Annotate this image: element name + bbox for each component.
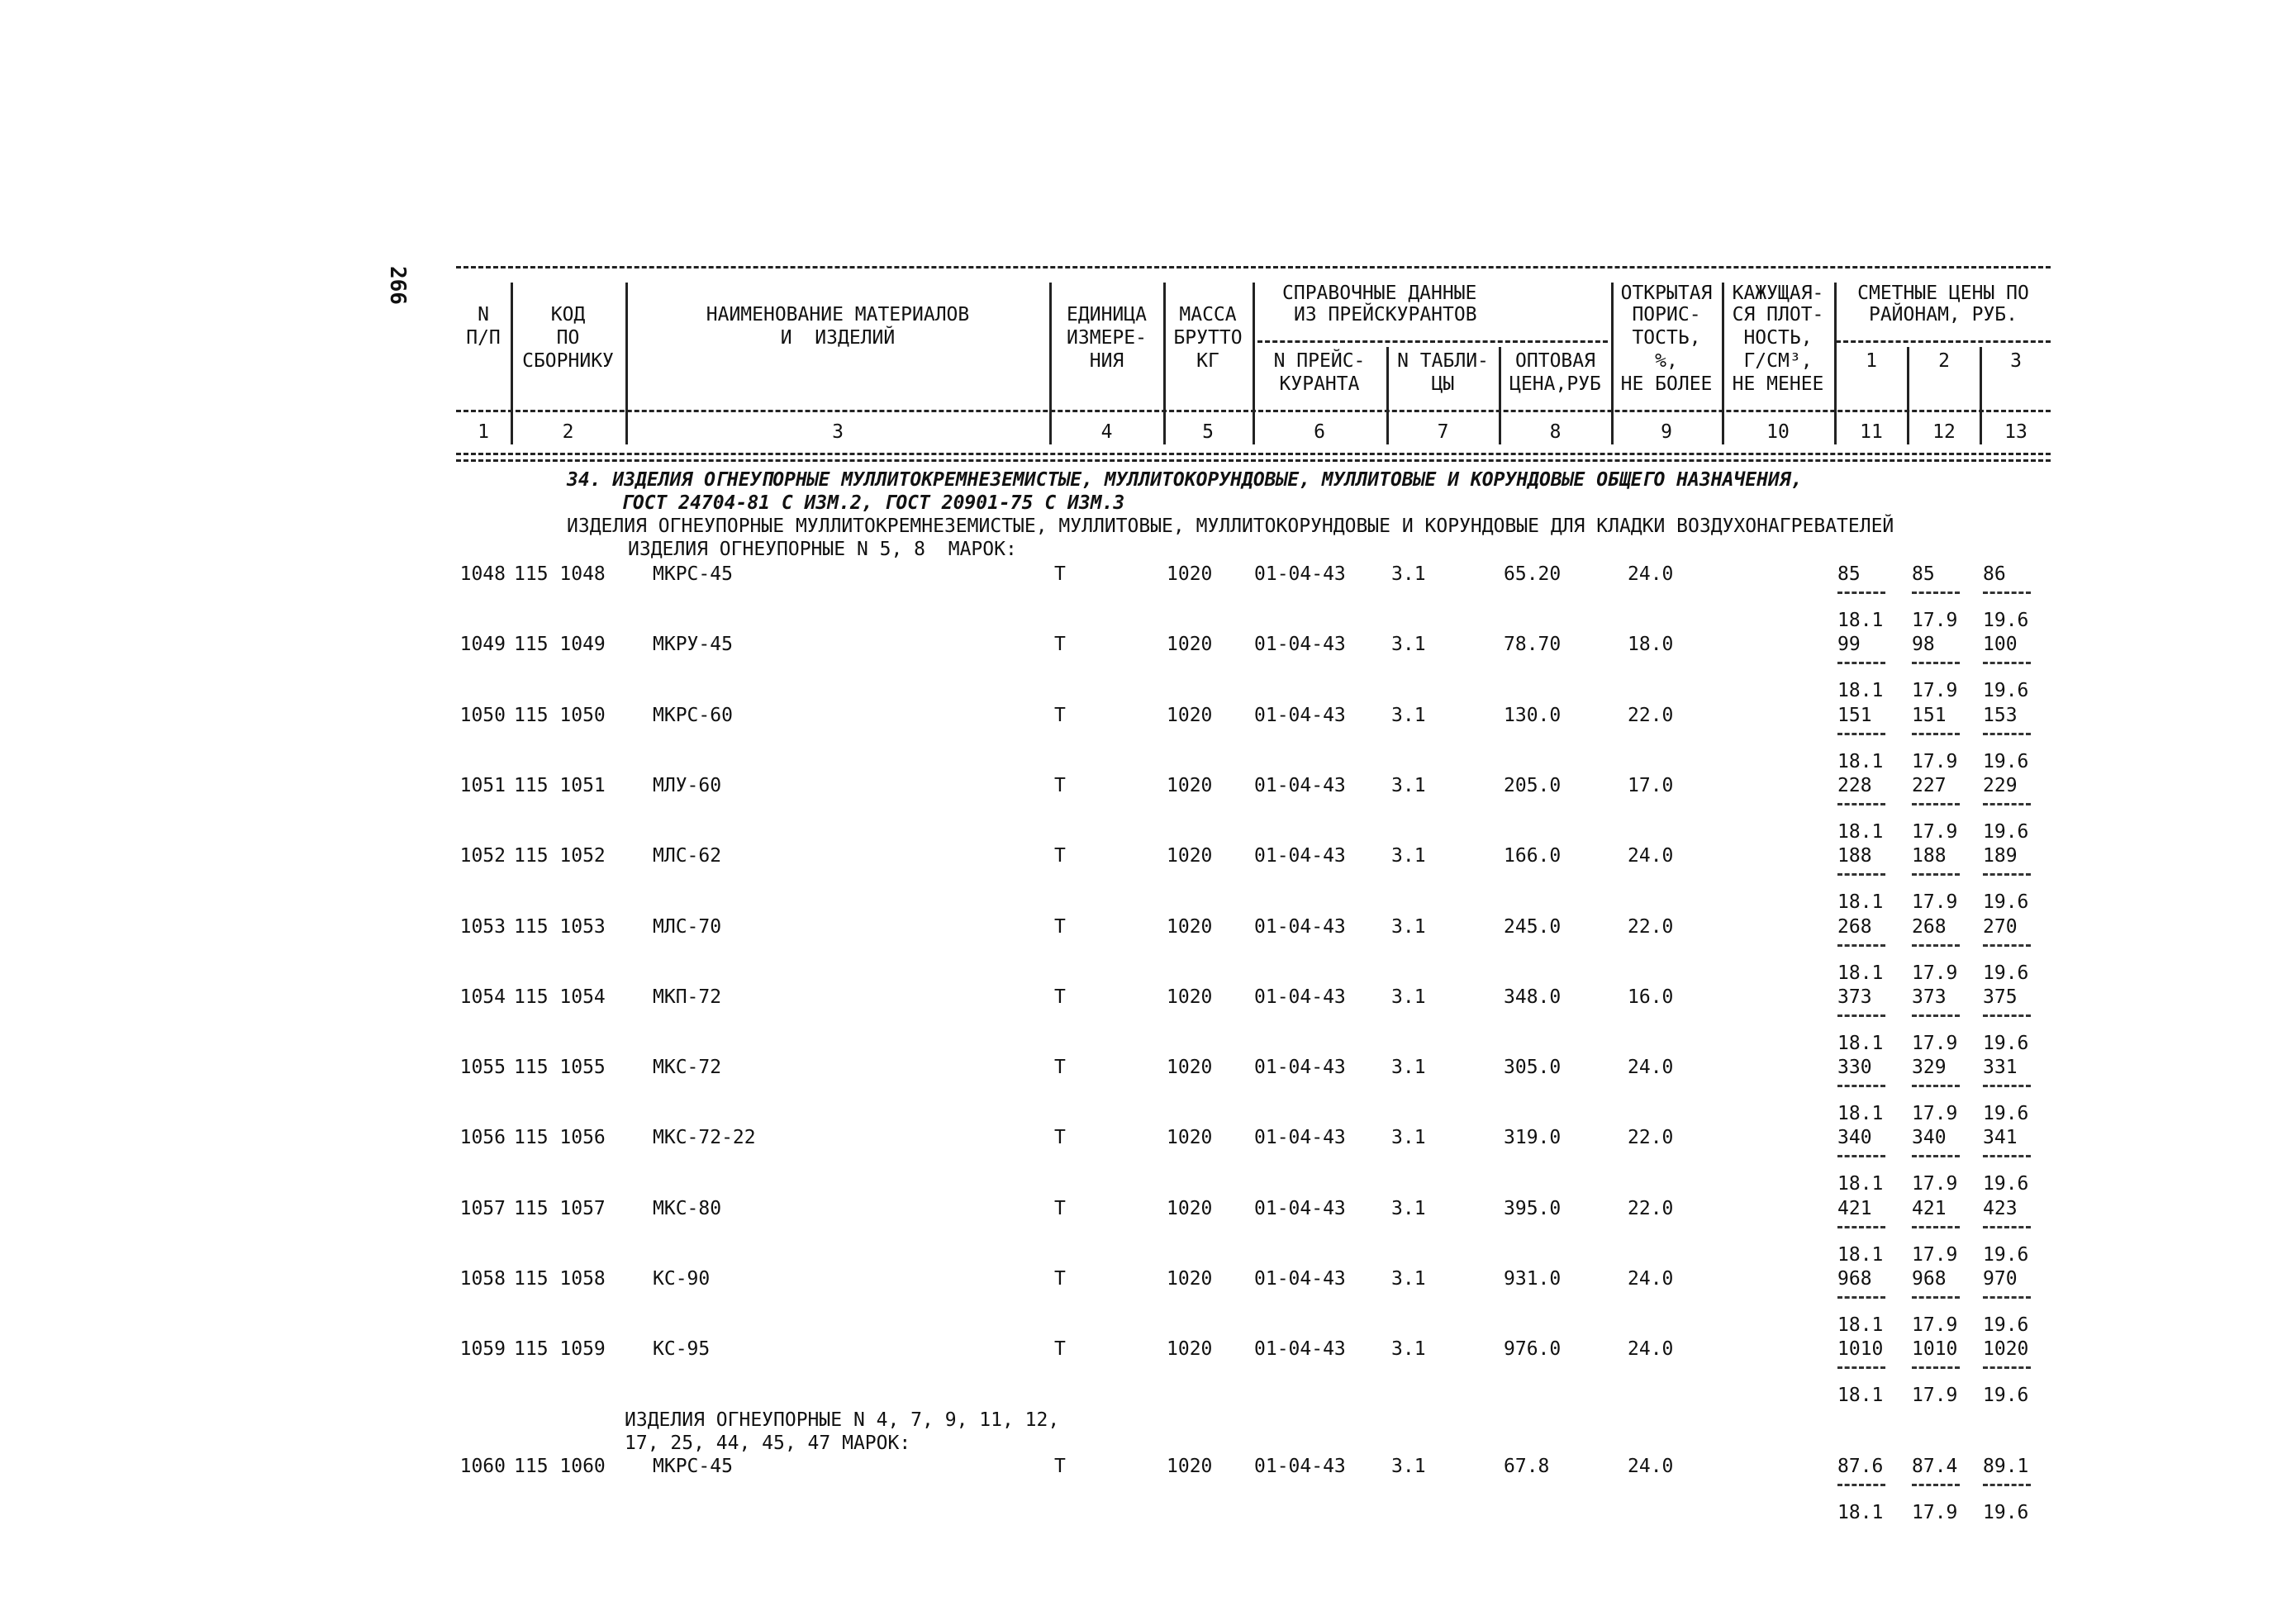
cell-price-c3: 331 bbox=[1983, 1057, 2018, 1078]
cell-coef-d3: 19.6 bbox=[1983, 1385, 2029, 1406]
cell-name: МКС-72-22 bbox=[653, 1127, 756, 1148]
cell-code: 115 1051 bbox=[514, 775, 606, 796]
cell-coef-d1: 18.1 bbox=[1837, 891, 1884, 913]
cell-coef-d2: 17.9 bbox=[1912, 610, 1958, 631]
cell-price-c2: 421 bbox=[1912, 1198, 1947, 1219]
cell-coef-d3: 19.6 bbox=[1983, 610, 2029, 631]
cell-tab: 3.1 bbox=[1391, 1268, 1426, 1290]
cell-price-c1: 228 bbox=[1837, 775, 1872, 796]
cell-price-c2: 188 bbox=[1912, 845, 1947, 867]
cell-coef-d2: 17.9 bbox=[1912, 680, 1958, 701]
col3-header: НАИМЕНОВАНИЕ МАТЕРИАЛОВ bbox=[706, 304, 970, 325]
cell-pr: 01-04-43 bbox=[1254, 705, 1346, 726]
cell-price-c1: 188 bbox=[1837, 845, 1872, 867]
cell-coef-d3: 19.6 bbox=[1983, 1173, 2029, 1195]
fraction-line bbox=[1983, 662, 2031, 664]
cell-coef-d2: 17.9 bbox=[1912, 1385, 1958, 1406]
cell-price: 976.0 bbox=[1504, 1338, 1562, 1360]
cell-coef-d3: 19.6 bbox=[1983, 1244, 2029, 1266]
cell-coef-d3: 19.6 bbox=[1983, 891, 2029, 913]
cell-code: 115 1052 bbox=[514, 845, 606, 867]
col4-header-2: ИЗМЕРЕ- bbox=[1067, 327, 1147, 349]
col10-header-2: СЯ ПЛОТ- bbox=[1732, 304, 1824, 325]
fraction-line bbox=[1983, 592, 2031, 594]
col2-header-2: ПО bbox=[556, 327, 580, 349]
cell-coef-d1: 18.1 bbox=[1837, 1173, 1884, 1195]
cell-por: 24.0 bbox=[1628, 1456, 1674, 1477]
cell-price-c1: 330 bbox=[1837, 1057, 1872, 1078]
cell-coef-d2: 17.9 bbox=[1912, 891, 1958, 913]
fraction-line bbox=[1912, 1155, 1960, 1157]
cell-code: 115 1049 bbox=[514, 634, 606, 655]
cell-coef-d1: 18.1 bbox=[1837, 962, 1884, 984]
cell-coef-d2: 17.9 bbox=[1912, 1173, 1958, 1195]
cell-n: 1055 bbox=[459, 1057, 506, 1078]
fraction-line bbox=[1912, 733, 1960, 735]
cell-price-c1: 968 bbox=[1837, 1268, 1872, 1290]
cell-n: 1057 bbox=[459, 1198, 506, 1219]
cell-price-c2: 87.4 bbox=[1912, 1456, 1958, 1477]
cell-coef-d1: 18.1 bbox=[1837, 1385, 1884, 1406]
col-num: 11 bbox=[1860, 421, 1883, 443]
price-region-2-header: 2 bbox=[1938, 350, 1950, 372]
cell-tab: 3.1 bbox=[1391, 916, 1426, 938]
cell-coef-d2: 17.9 bbox=[1912, 962, 1958, 984]
cell-pr: 01-04-43 bbox=[1254, 1268, 1346, 1290]
cell-price-c1: 373 bbox=[1837, 986, 1872, 1008]
fraction-line bbox=[1912, 592, 1960, 594]
cell-code: 115 1057 bbox=[514, 1198, 606, 1219]
cell-price-c2: 227 bbox=[1912, 775, 1947, 796]
cell-code: 115 1050 bbox=[514, 705, 606, 726]
cell-pr: 01-04-43 bbox=[1254, 563, 1346, 585]
fraction-line bbox=[1983, 1484, 2031, 1486]
cell-price-c1: 421 bbox=[1837, 1198, 1872, 1219]
fraction-line bbox=[1912, 944, 1960, 947]
cell-por: 22.0 bbox=[1628, 1198, 1674, 1219]
fraction-line bbox=[1912, 803, 1960, 805]
cell-price: 65.20 bbox=[1504, 563, 1562, 585]
cell-price: 319.0 bbox=[1504, 1127, 1562, 1148]
fraction-line bbox=[1912, 1296, 1960, 1299]
cell-coef-d2: 17.9 bbox=[1912, 1103, 1958, 1124]
cell-name: КС-95 bbox=[653, 1338, 711, 1360]
cell-n: 1060 bbox=[459, 1456, 506, 1477]
fraction-line bbox=[1837, 873, 1885, 876]
cell-price: 67.8 bbox=[1504, 1456, 1550, 1477]
cell-coef-d3: 19.6 bbox=[1983, 751, 2029, 772]
cell-price-c1: 1010 bbox=[1837, 1338, 1884, 1360]
cell-coef-d2: 17.9 bbox=[1912, 821, 1958, 843]
fraction-line bbox=[1983, 1085, 2031, 1087]
cell-name: МКРС-45 bbox=[653, 1456, 733, 1477]
cell-pr: 01-04-43 bbox=[1254, 775, 1346, 796]
cell-price: 130.0 bbox=[1504, 705, 1562, 726]
cell-pr: 01-04-43 bbox=[1254, 916, 1346, 938]
cell-coef-d3: 19.6 bbox=[1983, 1502, 2029, 1523]
col-num: 1 bbox=[478, 421, 489, 443]
cell-code: 115 1054 bbox=[514, 986, 606, 1008]
cell-tab: 3.1 bbox=[1391, 563, 1426, 585]
fraction-line bbox=[1983, 944, 2031, 947]
fraction-line bbox=[1912, 1014, 1960, 1017]
cell-price-c1: 268 bbox=[1837, 916, 1872, 938]
fraction-line bbox=[1912, 1366, 1960, 1369]
col-num: 13 bbox=[2004, 421, 2027, 443]
cell-unit: Т bbox=[1054, 1198, 1066, 1219]
fraction-line bbox=[1837, 1226, 1885, 1228]
cell-price-c3: 375 bbox=[1983, 986, 2018, 1008]
col7-header-2: ЦЫ bbox=[1431, 373, 1455, 395]
cell-coef-d1: 18.1 bbox=[1837, 1244, 1884, 1266]
cell-price-c1: 151 bbox=[1837, 705, 1872, 726]
cell-coef-d2: 17.9 bbox=[1912, 1502, 1958, 1523]
col5-header-3: КГ bbox=[1196, 350, 1219, 372]
col1-header-2: П/П bbox=[466, 327, 501, 349]
cell-unit: Т bbox=[1054, 705, 1066, 726]
cell-coef-d1: 18.1 bbox=[1837, 610, 1884, 631]
cell-mass: 1020 bbox=[1167, 1268, 1213, 1290]
col-num: 5 bbox=[1202, 421, 1214, 443]
cell-price-c1: 85 bbox=[1837, 563, 1861, 585]
cell-por: 17.0 bbox=[1628, 775, 1674, 796]
cell-code: 115 1053 bbox=[514, 916, 606, 938]
cell-por: 24.0 bbox=[1628, 563, 1674, 585]
fraction-line bbox=[1983, 1226, 2031, 1228]
cell-mass: 1020 bbox=[1167, 775, 1213, 796]
cell-pr: 01-04-43 bbox=[1254, 1456, 1346, 1477]
fraction-line bbox=[1912, 1226, 1960, 1228]
cell-coef-d3: 19.6 bbox=[1983, 1033, 2029, 1054]
cell-coef-d1: 18.1 bbox=[1837, 1103, 1884, 1124]
cell-n: 1049 bbox=[459, 634, 506, 655]
col9-header-5: НЕ БОЛЕЕ bbox=[1620, 373, 1713, 395]
price-region-3-header: 3 bbox=[2010, 350, 2022, 372]
cell-code: 115 1058 bbox=[514, 1268, 606, 1290]
cell-name: МЛУ-60 bbox=[653, 775, 722, 796]
fraction-line bbox=[1983, 733, 2031, 735]
cell-coef-d2: 17.9 bbox=[1912, 1033, 1958, 1054]
cell-unit: Т bbox=[1054, 845, 1066, 867]
cell-por: 18.0 bbox=[1628, 634, 1674, 655]
prices-header: СМЕТНЫЕ ЦЕНЫ ПО bbox=[1857, 283, 2029, 304]
cell-price: 205.0 bbox=[1504, 775, 1562, 796]
cell-price-c2: 968 bbox=[1912, 1268, 1947, 1290]
col4-header: ЕДИНИЦА bbox=[1067, 304, 1147, 325]
col10-header-3: НОСТЬ, bbox=[1743, 327, 1813, 349]
cell-price: 395.0 bbox=[1504, 1198, 1562, 1219]
fraction-line bbox=[1983, 1296, 2031, 1299]
cell-price-c3: 1020 bbox=[1983, 1338, 2029, 1360]
fraction-line bbox=[1983, 1014, 2031, 1017]
col1-header: N bbox=[478, 304, 489, 325]
cell-tab: 3.1 bbox=[1391, 1057, 1426, 1078]
col3-header-2: И ИЗДЕЛИЙ bbox=[780, 327, 896, 349]
cell-coef-d3: 19.6 bbox=[1983, 1314, 2029, 1336]
col8-header-2: ЦЕНА,РУБ bbox=[1509, 373, 1601, 395]
cell-coef-d1: 18.1 bbox=[1837, 821, 1884, 843]
cell-code: 115 1059 bbox=[514, 1338, 606, 1360]
cell-pr: 01-04-43 bbox=[1254, 1057, 1346, 1078]
col5-header: МАССА bbox=[1179, 304, 1237, 325]
fraction-line bbox=[1837, 944, 1885, 947]
col9-header-4: %, bbox=[1655, 350, 1678, 372]
fraction-line bbox=[1983, 1155, 2031, 1157]
cell-price-c2: 85 bbox=[1912, 563, 1935, 585]
fraction-line bbox=[1837, 1014, 1885, 1017]
col10-header: КАЖУЩАЯ- bbox=[1732, 283, 1824, 304]
cell-tab: 3.1 bbox=[1391, 705, 1426, 726]
cell-unit: Т bbox=[1054, 1456, 1066, 1477]
col5-header-2: БРУТТО bbox=[1173, 327, 1243, 349]
cell-price-c2: 373 bbox=[1912, 986, 1947, 1008]
col6-header: N ПРЕЙС- bbox=[1273, 350, 1366, 372]
col-num: 4 bbox=[1100, 421, 1113, 443]
cell-price-c1: 99 bbox=[1837, 634, 1861, 655]
cell-tab: 3.1 bbox=[1391, 775, 1426, 796]
section-title: 34. ИЗДЕЛИЯ ОГНЕУПОРНЫЕ МУЛЛИТОКРЕМНЕЗЕМИСТЫЕ, МУЛЛИТОКОРУНДОВЫЕ, МУЛЛИТОВЫЕ И КОРУНДОВЫЕ ОБЩЕГО НАЗНАЧЕНИЯ, bbox=[567, 469, 1803, 491]
cell-n: 1059 bbox=[459, 1338, 506, 1360]
cell-price-c2: 340 bbox=[1912, 1127, 1947, 1148]
cell-name: МКС-80 bbox=[653, 1198, 722, 1219]
cell-mass: 1020 bbox=[1167, 563, 1213, 585]
cell-por: 24.0 bbox=[1628, 1338, 1674, 1360]
col9-header: ОТКРЫТАЯ bbox=[1620, 283, 1713, 304]
cell-por: 22.0 bbox=[1628, 916, 1674, 938]
fraction-line bbox=[1837, 662, 1885, 664]
cell-tab: 3.1 bbox=[1391, 1456, 1426, 1477]
cell-coef-d2: 17.9 bbox=[1912, 1244, 1958, 1266]
cell-mass: 1020 bbox=[1167, 845, 1213, 867]
cell-mass: 1020 bbox=[1167, 916, 1213, 938]
cell-mass: 1020 bbox=[1167, 1456, 1213, 1477]
fraction-line bbox=[1837, 1366, 1885, 1369]
cell-tab: 3.1 bbox=[1391, 986, 1426, 1008]
cell-n: 1058 bbox=[459, 1268, 506, 1290]
cell-por: 22.0 bbox=[1628, 705, 1674, 726]
prices-header-2: РАЙОНАМ, РУБ. bbox=[1868, 304, 2018, 325]
cell-price: 78.70 bbox=[1504, 634, 1562, 655]
cell-price-c1: 87.6 bbox=[1837, 1456, 1884, 1477]
page-number: 266 bbox=[385, 266, 410, 305]
cell-name: КС-90 bbox=[653, 1268, 711, 1290]
cell-coef-d3: 19.6 bbox=[1983, 821, 2029, 843]
cell-por: 16.0 bbox=[1628, 986, 1674, 1008]
cell-price-c2: 98 bbox=[1912, 634, 1935, 655]
cell-por: 24.0 bbox=[1628, 1268, 1674, 1290]
fraction-line bbox=[1837, 803, 1885, 805]
fraction-line bbox=[1837, 592, 1885, 594]
cell-n: 1050 bbox=[459, 705, 506, 726]
cell-unit: Т bbox=[1054, 634, 1066, 655]
cell-pr: 01-04-43 bbox=[1254, 986, 1346, 1008]
col-num: 6 bbox=[1314, 421, 1325, 443]
cell-price: 305.0 bbox=[1504, 1057, 1562, 1078]
cell-mass: 1020 bbox=[1167, 1338, 1213, 1360]
cell-por: 22.0 bbox=[1628, 1127, 1674, 1148]
cell-price-c3: 270 bbox=[1983, 916, 2018, 938]
col-num: 9 bbox=[1661, 421, 1672, 443]
col10-header-5: НЕ МЕНЕЕ bbox=[1732, 373, 1824, 395]
col6-header-2: КУРАНТА bbox=[1279, 373, 1360, 395]
cell-code: 115 1056 bbox=[514, 1127, 606, 1148]
cell-coef-d1: 18.1 bbox=[1837, 1033, 1884, 1054]
fraction-line bbox=[1837, 1155, 1885, 1157]
cell-price-c3: 229 bbox=[1983, 775, 2018, 796]
fraction-line bbox=[1837, 1484, 1885, 1486]
col-num: 10 bbox=[1766, 421, 1790, 443]
cell-coef-d1: 18.1 bbox=[1837, 1314, 1884, 1336]
cell-pr: 01-04-43 bbox=[1254, 845, 1346, 867]
col2-header: КОД bbox=[550, 304, 586, 325]
cell-n: 1056 bbox=[459, 1127, 506, 1148]
cell-unit: Т bbox=[1054, 775, 1066, 796]
cell-coef-d2: 17.9 bbox=[1912, 751, 1958, 772]
cell-name: МКС-72 bbox=[653, 1057, 722, 1078]
cell-name: МЛС-70 bbox=[653, 916, 722, 938]
cell-mass: 1020 bbox=[1167, 1127, 1213, 1148]
cell-por: 24.0 bbox=[1628, 845, 1674, 867]
cell-mass: 1020 bbox=[1167, 1198, 1213, 1219]
group-heading: ИЗДЕЛИЯ ОГНЕУПОРНЫЕ N 5, 8 МАРОК: bbox=[628, 539, 1017, 560]
fraction-line bbox=[1912, 873, 1960, 876]
cell-name: МКРС-45 bbox=[653, 563, 733, 585]
cell-price: 931.0 bbox=[1504, 1268, 1562, 1290]
col2-header-3: СБОРНИКУ bbox=[522, 350, 614, 372]
col4-header-3: НИЯ bbox=[1089, 350, 1124, 372]
cell-coef-d3: 19.6 bbox=[1983, 1103, 2029, 1124]
cell-price: 348.0 bbox=[1504, 986, 1562, 1008]
cell-code: 115 1055 bbox=[514, 1057, 606, 1078]
cell-unit: Т bbox=[1054, 986, 1066, 1008]
cell-price-c3: 189 bbox=[1983, 845, 2018, 867]
reference-header: СПРАВОЧНЫЕ ДАННЫЕ bbox=[1282, 283, 1477, 304]
col-num: 8 bbox=[1549, 421, 1562, 443]
col-num: 12 bbox=[1932, 421, 1956, 443]
col9-header-2: ПОРИС- bbox=[1632, 304, 1701, 325]
fraction-line bbox=[1912, 1085, 1960, 1087]
cell-n: 1048 bbox=[459, 563, 506, 585]
cell-pr: 01-04-43 bbox=[1254, 634, 1346, 655]
cell-n: 1054 bbox=[459, 986, 506, 1008]
cell-name: МКРС-60 bbox=[653, 705, 733, 726]
cell-mass: 1020 bbox=[1167, 986, 1213, 1008]
cell-coef-d1: 18.1 bbox=[1837, 1502, 1884, 1523]
cell-por: 24.0 bbox=[1628, 1057, 1674, 1078]
cell-pr: 01-04-43 bbox=[1254, 1127, 1346, 1148]
cell-price-c3: 153 bbox=[1983, 705, 2018, 726]
cell-pr: 01-04-43 bbox=[1254, 1338, 1346, 1360]
section-title-gost: ГОСТ 24704-81 С ИЗМ.2, ГОСТ 20901-75 С ИЗМ.3 bbox=[621, 492, 1125, 514]
cell-price-c1: 340 bbox=[1837, 1127, 1872, 1148]
col-num: 3 bbox=[832, 421, 844, 443]
cell-tab: 3.1 bbox=[1391, 634, 1426, 655]
fraction-line bbox=[1983, 803, 2031, 805]
cell-price-c2: 151 bbox=[1912, 705, 1947, 726]
col10-header-4: Г/СМ³, bbox=[1743, 350, 1813, 372]
fraction-line bbox=[1912, 662, 1960, 664]
cell-coef-d2: 17.9 bbox=[1912, 1314, 1958, 1336]
cell-unit: Т bbox=[1054, 1338, 1066, 1360]
cell-code: 115 1060 bbox=[514, 1456, 606, 1477]
cell-price-c2: 1010 bbox=[1912, 1338, 1958, 1360]
cell-pr: 01-04-43 bbox=[1254, 1198, 1346, 1219]
cell-unit: Т bbox=[1054, 563, 1066, 585]
cell-mass: 1020 bbox=[1167, 634, 1213, 655]
col9-header-3: ТОСТЬ, bbox=[1632, 327, 1701, 349]
cell-price: 166.0 bbox=[1504, 845, 1562, 867]
cell-name: МКРУ-45 bbox=[653, 634, 733, 655]
cell-mass: 1020 bbox=[1167, 1057, 1213, 1078]
reference-header-2: ИЗ ПРЕЙСКУРАНТОВ bbox=[1294, 304, 1477, 325]
col-num: 7 bbox=[1437, 421, 1449, 443]
cell-tab: 3.1 bbox=[1391, 1127, 1426, 1148]
cell-price-c3: 86 bbox=[1983, 563, 2006, 585]
cell-n: 1053 bbox=[459, 916, 506, 938]
cell-price-c3: 341 bbox=[1983, 1127, 2018, 1148]
cell-price: 245.0 bbox=[1504, 916, 1562, 938]
cell-unit: Т bbox=[1054, 1127, 1066, 1148]
cell-coef-d3: 19.6 bbox=[1983, 680, 2029, 701]
cell-n: 1052 bbox=[459, 845, 506, 867]
cell-unit: Т bbox=[1054, 1057, 1066, 1078]
cell-coef-d3: 19.6 bbox=[1983, 962, 2029, 984]
section-subtitle: ИЗДЕЛИЯ ОГНЕУПОРНЫЕ МУЛЛИТОКРЕМНЕЗЕМИСТЫЕ, МУЛЛИТОВЫЕ, МУЛЛИТОКОРУНДОВЫЕ И КОРУНДОВЫЕ ДЛЯ КЛАДКИ ВОЗДУХОНАГРЕВАТЕЛЕЙ bbox=[567, 516, 1894, 537]
cell-unit: Т bbox=[1054, 916, 1066, 938]
cell-code: 115 1048 bbox=[514, 563, 606, 585]
cell-price-c2: 268 bbox=[1912, 916, 1947, 938]
cell-tab: 3.1 bbox=[1391, 1198, 1426, 1219]
group-heading-2: 17, 25, 44, 45, 47 МАРОК: bbox=[625, 1433, 911, 1454]
fraction-line bbox=[1837, 733, 1885, 735]
cell-name: МКП-72 bbox=[653, 986, 722, 1008]
fraction-line bbox=[1912, 1484, 1960, 1486]
cell-tab: 3.1 bbox=[1391, 1338, 1426, 1360]
cell-tab: 3.1 bbox=[1391, 845, 1426, 867]
cell-coef-d1: 18.1 bbox=[1837, 680, 1884, 701]
cell-coef-d1: 18.1 bbox=[1837, 751, 1884, 772]
cell-price-c3: 970 bbox=[1983, 1268, 2018, 1290]
fraction-line bbox=[1837, 1085, 1885, 1087]
cell-n: 1051 bbox=[459, 775, 506, 796]
price-region-1-header: 1 bbox=[1866, 350, 1877, 372]
cell-price-c3: 89.1 bbox=[1983, 1456, 2029, 1477]
cell-name: МЛС-62 bbox=[653, 845, 722, 867]
group-heading: ИЗДЕЛИЯ ОГНЕУПОРНЫЕ N 4, 7, 9, 11, 12, bbox=[625, 1409, 1060, 1431]
fraction-line bbox=[1837, 1296, 1885, 1299]
cell-unit: Т bbox=[1054, 1268, 1066, 1290]
fraction-line bbox=[1983, 873, 2031, 876]
col8-header: ОПТОВАЯ bbox=[1515, 350, 1595, 372]
cell-mass: 1020 bbox=[1167, 705, 1213, 726]
cell-price-c3: 100 bbox=[1983, 634, 2018, 655]
col-num: 2 bbox=[562, 421, 574, 443]
cell-price-c3: 423 bbox=[1983, 1198, 2018, 1219]
fraction-line bbox=[1983, 1366, 2031, 1369]
col7-header: N ТАБЛИ- bbox=[1397, 350, 1489, 372]
cell-price-c2: 329 bbox=[1912, 1057, 1947, 1078]
